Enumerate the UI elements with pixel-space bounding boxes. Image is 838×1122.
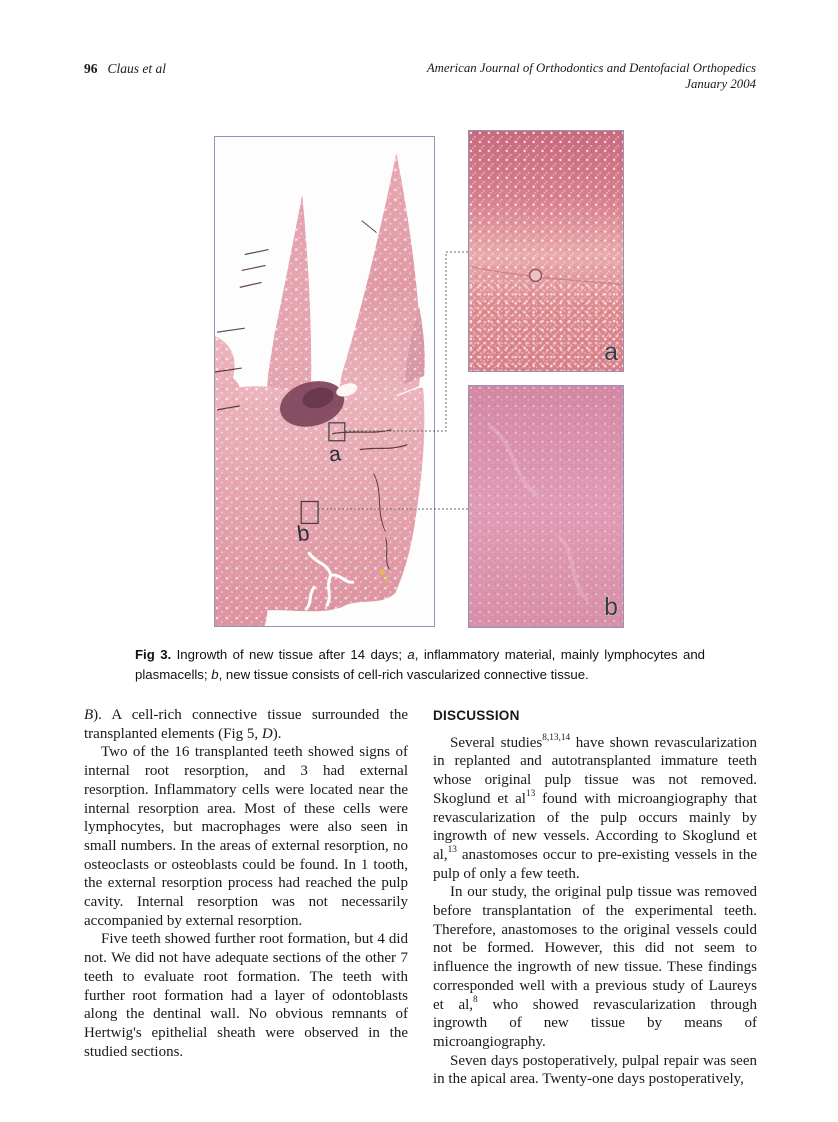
histology-panel-a	[468, 130, 624, 372]
blood-vessel-ring	[530, 269, 542, 281]
paragraph: Several studies$^{8,13,14}$ have shown revascularization in replanted and autotransplanted immature teeth whose original pulp tissue was not removed. Skoglund et $al^{13}$ found with microangiography that revascularization of the pulp occurs mainly by ingrowth of new vessels. According to Skoglund et al,$^{13}$ anastomoses occur to pre-existing vessels in the pulp of only a few teeth.	[433, 732, 757, 882]
panel-a-label: a	[604, 338, 618, 367]
histology-image-a	[469, 131, 623, 371]
panel-b-texture	[469, 386, 623, 627]
paragraph: Two of the 16 transplanted teeth showed signs of internal root resorption, and 3 had external resorption. Inflammatory cells were located near the internal resorption area. Most of these cells were lymphocytes, but macrophages were also seen in small numbers. In the areas of external resorption, no osteoclasts or osteoblasts could be found. In 1 tooth, the external resorption process had reached the pulp cavity. Internal resorption was not necessarily accompanied by external resorption.	[84, 744, 408, 929]
paragraph: Seven days postoperatively, pulpal repair was seen in the apical area. Twenty-one days postoperatively,	[433, 1052, 757, 1088]
figure-caption: Fig 3. Ingrowth of new tissue after 14 days; a, inflammatory material, mainly lymphocytes and plasmacells; b, new tissue consists of cell-rich vascularized connective tissue.	[135, 647, 706, 682]
page-number: 96	[84, 61, 98, 76]
roi-label-b: b	[295, 519, 311, 547]
figure-3	[214, 128, 626, 630]
histology-image-b	[469, 386, 623, 627]
running-header-right	[427, 61, 756, 92]
roi-label-a: a	[327, 442, 343, 467]
histology-main-image	[215, 137, 434, 626]
journal-title: American Journal of Orthodontics and Dentofacial Orthopedics	[426, 61, 756, 75]
paragraph: Five teeth showed further root formation, but 4 did not. We did not have adequate sections of the other 7 teeth to evaluate root formation. The teeth with further root formation had a layer of odontoblasts along the dentinal wall. No obvious remnants of Hertwig's epithelial sheath were observed in the studied sections.	[84, 931, 408, 1060]
right-column	[433, 706, 757, 1089]
histology-panel-main	[214, 136, 435, 627]
running-authors: Claus et al	[107, 61, 167, 76]
histology-panel-b	[468, 385, 624, 628]
discussion-heading: DISCUSSION	[433, 708, 520, 723]
journal-date: January 2004	[685, 76, 756, 91]
left-column	[84, 706, 408, 1089]
panel-b-label: b	[604, 593, 618, 622]
paragraph: B). A cell-rich connective tissue surrounded the transplanted elements (Fig 5, D).	[84, 707, 408, 742]
paragraph: In our study, the original pulp tissue was removed before transplantation of the experimental teeth. Therefore, anastomoses to the original vessels could not be formed. However, this did not seem to influence the ingrowth of new tissue. These findings corresponded well with a previous study of Laureys et al,$^8$ who showed revascularization through ingrowth of new tissue by means of microangiography.	[433, 884, 757, 1050]
running-header-left	[84, 61, 166, 77]
article-body	[84, 706, 758, 1089]
panel-a-bottom-texture	[469, 280, 623, 371]
